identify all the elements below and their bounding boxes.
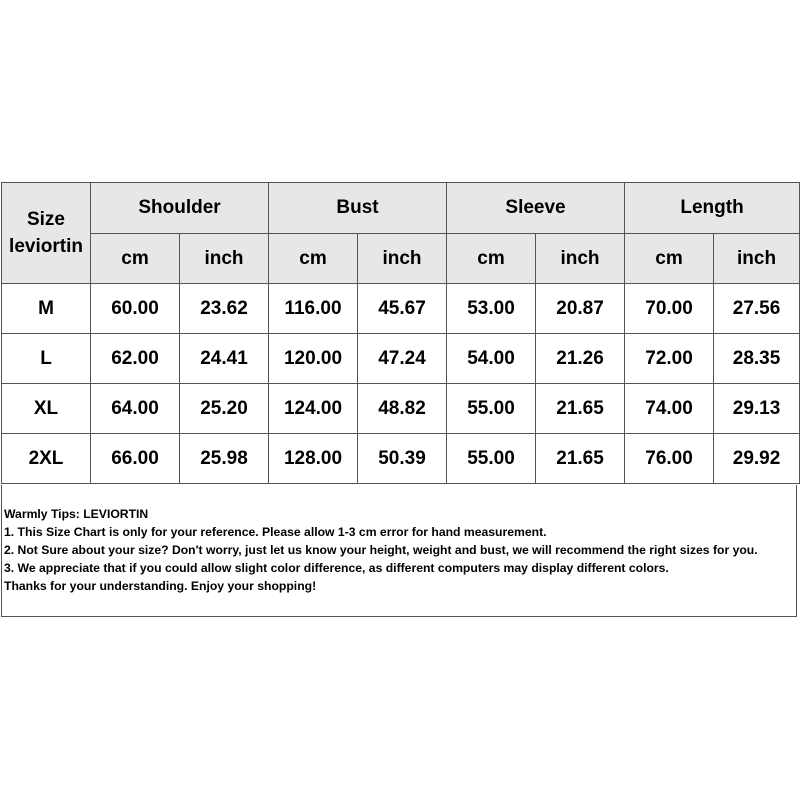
- value-cell: 29.92: [714, 434, 800, 484]
- value-cell: 128.00: [269, 434, 358, 484]
- value-cell: 66.00: [91, 434, 180, 484]
- value-cell: 21.65: [536, 384, 625, 434]
- size-header-line1: Size: [26, 209, 66, 230]
- value-cell: 72.00: [625, 334, 714, 384]
- shoulder-header: Shoulder: [91, 183, 269, 234]
- value-cell: 21.65: [536, 434, 625, 484]
- unit-header: cm: [269, 234, 358, 284]
- value-cell: 45.67: [358, 284, 447, 334]
- value-cell: 48.82: [358, 384, 447, 434]
- size-cell: 2XL: [2, 434, 91, 484]
- size-header: [2, 183, 91, 284]
- value-cell: 120.00: [269, 334, 358, 384]
- size-chart-table: [1, 182, 800, 484]
- value-cell: 25.98: [180, 434, 269, 484]
- size-cell: L: [2, 334, 91, 384]
- value-cell: 29.13: [714, 384, 800, 434]
- table-row: [2, 284, 800, 334]
- value-cell: 55.00: [447, 434, 536, 484]
- value-cell: 116.00: [269, 284, 358, 334]
- value-cell: 62.00: [91, 334, 180, 384]
- length-header: Length: [625, 183, 800, 234]
- table-row: [2, 434, 800, 484]
- table-row: [2, 384, 800, 434]
- value-cell: 74.00: [625, 384, 714, 434]
- tips-line: 3. We appreciate that if you could allow slight color difference, as different computers may display different colors.: [4, 561, 669, 575]
- value-cell: 24.41: [180, 334, 269, 384]
- unit-header: inch: [358, 234, 447, 284]
- size-cell: M: [2, 284, 91, 334]
- value-cell: 23.62: [180, 284, 269, 334]
- sleeve-header: Sleeve: [447, 183, 625, 234]
- unit-header: cm: [625, 234, 714, 284]
- value-cell: 55.00: [447, 384, 536, 434]
- unit-header: cm: [447, 234, 536, 284]
- value-cell: 124.00: [269, 384, 358, 434]
- value-cell: 64.00: [91, 384, 180, 434]
- tips-line: 1. This Size Chart is only for your reference. Please allow 1-3 cm error for hand measurement.: [4, 525, 547, 539]
- value-cell: 25.20: [180, 384, 269, 434]
- unit-header: inch: [714, 234, 800, 284]
- size-cell: XL: [2, 384, 91, 434]
- unit-header: inch: [180, 234, 269, 284]
- unit-header: inch: [536, 234, 625, 284]
- size-header-line2: leviortin: [9, 236, 83, 257]
- group-header-row: [2, 183, 800, 234]
- value-cell: 54.00: [447, 334, 536, 384]
- value-cell: 20.87: [536, 284, 625, 334]
- tips-closing: Thanks for your understanding. Enjoy your shopping!: [4, 579, 317, 593]
- value-cell: 53.00: [447, 284, 536, 334]
- value-cell: 28.35: [714, 334, 800, 384]
- value-cell: 70.00: [625, 284, 714, 334]
- tips-box: [1, 485, 797, 617]
- bust-header: Bust: [269, 183, 447, 234]
- unit-header: cm: [91, 234, 180, 284]
- value-cell: 50.39: [358, 434, 447, 484]
- unit-header-row: [2, 234, 800, 284]
- value-cell: 76.00: [625, 434, 714, 484]
- tips-title: Warmly Tips: LEVIORTIN: [4, 507, 149, 521]
- value-cell: 27.56: [714, 284, 800, 334]
- table-row: [2, 334, 800, 384]
- value-cell: 60.00: [91, 284, 180, 334]
- tips-line: 2. Not Sure about your size? Don't worry, just let us know your height, weight and bust, we will recommend the right sizes for you.: [4, 543, 758, 557]
- value-cell: 47.24: [358, 334, 447, 384]
- value-cell: 21.26: [536, 334, 625, 384]
